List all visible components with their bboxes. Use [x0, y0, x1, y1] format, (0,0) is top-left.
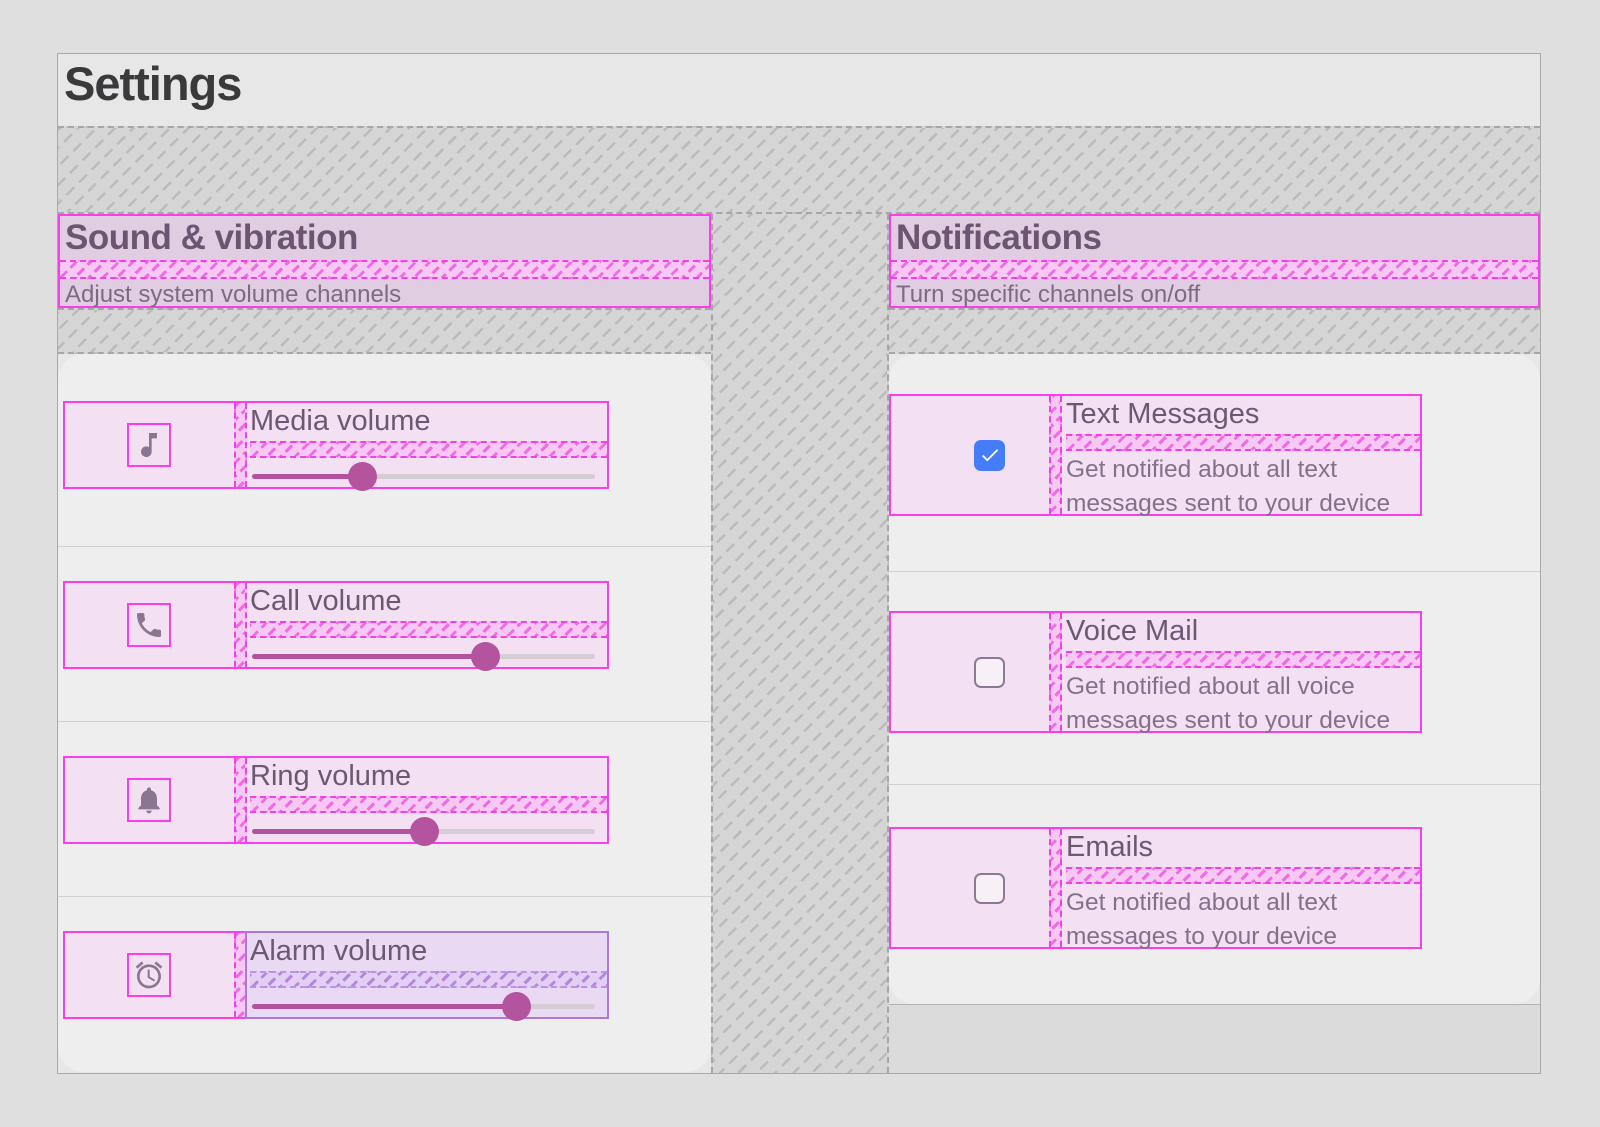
- spacer-hatch-right: [889, 308, 1540, 354]
- text-messages-checkbox[interactable]: [974, 440, 1005, 471]
- emails-description: Get notified about all text messages to your device: [1066, 889, 1338, 950]
- alarm-clock-icon: [127, 953, 171, 997]
- divider: [889, 571, 1540, 572]
- page-title: Settings: [64, 57, 242, 110]
- slider-thumb[interactable]: [348, 462, 377, 491]
- divider: [58, 721, 711, 722]
- notifications-section-title: Notifications: [896, 218, 1102, 257]
- text-messages-label: Text Messages: [1066, 398, 1260, 430]
- slider-thumb[interactable]: [502, 992, 531, 1021]
- spacer-hatch-pink: [1049, 829, 1062, 947]
- voice-mail-description: Get notified about all voice messages sent to your device: [1066, 673, 1391, 734]
- call-volume-slider[interactable]: [250, 642, 607, 672]
- spacer-hatch-pink: [234, 758, 247, 842]
- alarm-volume-slider[interactable]: [250, 992, 607, 1022]
- alarm-volume-row: [63, 931, 609, 1019]
- emails-row[interactable]: [889, 827, 1422, 949]
- spacer-hatch-top: [58, 126, 1540, 214]
- settings-window: [57, 53, 1541, 1074]
- ring-volume-label: Ring volume: [250, 760, 412, 792]
- voice-mail-checkbox[interactable]: [974, 657, 1005, 688]
- media-volume-label: Media volume: [250, 405, 431, 437]
- music-note-icon: [127, 423, 171, 467]
- spacer-hatch-left: [58, 308, 711, 354]
- divider: [889, 784, 1540, 785]
- voice-mail-label: Voice Mail: [1066, 615, 1199, 647]
- spacer-hatch-pink: [1049, 613, 1062, 731]
- call-volume-row: [63, 581, 609, 669]
- emails-checkbox[interactable]: [974, 873, 1005, 904]
- notifications-section-subtitle: Turn specific channels on/off: [896, 281, 1201, 308]
- alarm-volume-label: Alarm volume: [250, 935, 428, 967]
- checkmark-icon: [979, 444, 1001, 466]
- spacer-hatch-pink: [1066, 434, 1420, 451]
- sound-card: [58, 354, 711, 1072]
- divider: [58, 546, 711, 547]
- spacer-hatch-pink: [60, 260, 709, 279]
- divider: [58, 896, 711, 897]
- spacer-hatch-middle: [711, 214, 889, 1073]
- spacer-plain-bottom-right: [889, 1004, 1540, 1073]
- spacer-hatch-pink: [1066, 867, 1420, 884]
- slider-thumb[interactable]: [410, 817, 439, 846]
- spacer-hatch-pink: [250, 796, 607, 813]
- notifications-section-header: [889, 214, 1540, 308]
- ring-volume-row: [63, 756, 609, 844]
- spacer-hatch-pink: [1049, 396, 1062, 514]
- sound-section-subtitle: Adjust system volume channels: [65, 281, 402, 308]
- text-messages-description: Get notified about all text messages sent to your device: [1066, 456, 1391, 517]
- emails-label: Emails: [1066, 831, 1154, 863]
- text-messages-row[interactable]: [889, 394, 1422, 516]
- spacer-hatch-purple: [250, 971, 607, 988]
- phone-icon: [127, 603, 171, 647]
- spacer-hatch-pink: [250, 441, 607, 458]
- ring-volume-slider[interactable]: [250, 817, 607, 847]
- spacer-hatch-pink: [234, 403, 247, 487]
- media-volume-row: [63, 401, 609, 489]
- voice-mail-row[interactable]: [889, 611, 1422, 733]
- spacer-hatch-pink: [234, 583, 247, 667]
- slider-thumb[interactable]: [471, 642, 500, 671]
- notifications-card: [889, 354, 1540, 1004]
- call-volume-label: Call volume: [250, 585, 402, 617]
- sound-section-header: [58, 214, 711, 308]
- media-volume-slider[interactable]: [250, 462, 607, 492]
- sound-section-title: Sound & vibration: [65, 218, 358, 257]
- spacer-hatch-pink: [891, 260, 1538, 279]
- spacer-hatch-pink: [1066, 651, 1420, 668]
- bell-icon: [127, 778, 171, 822]
- spacer-hatch-pink: [250, 621, 607, 638]
